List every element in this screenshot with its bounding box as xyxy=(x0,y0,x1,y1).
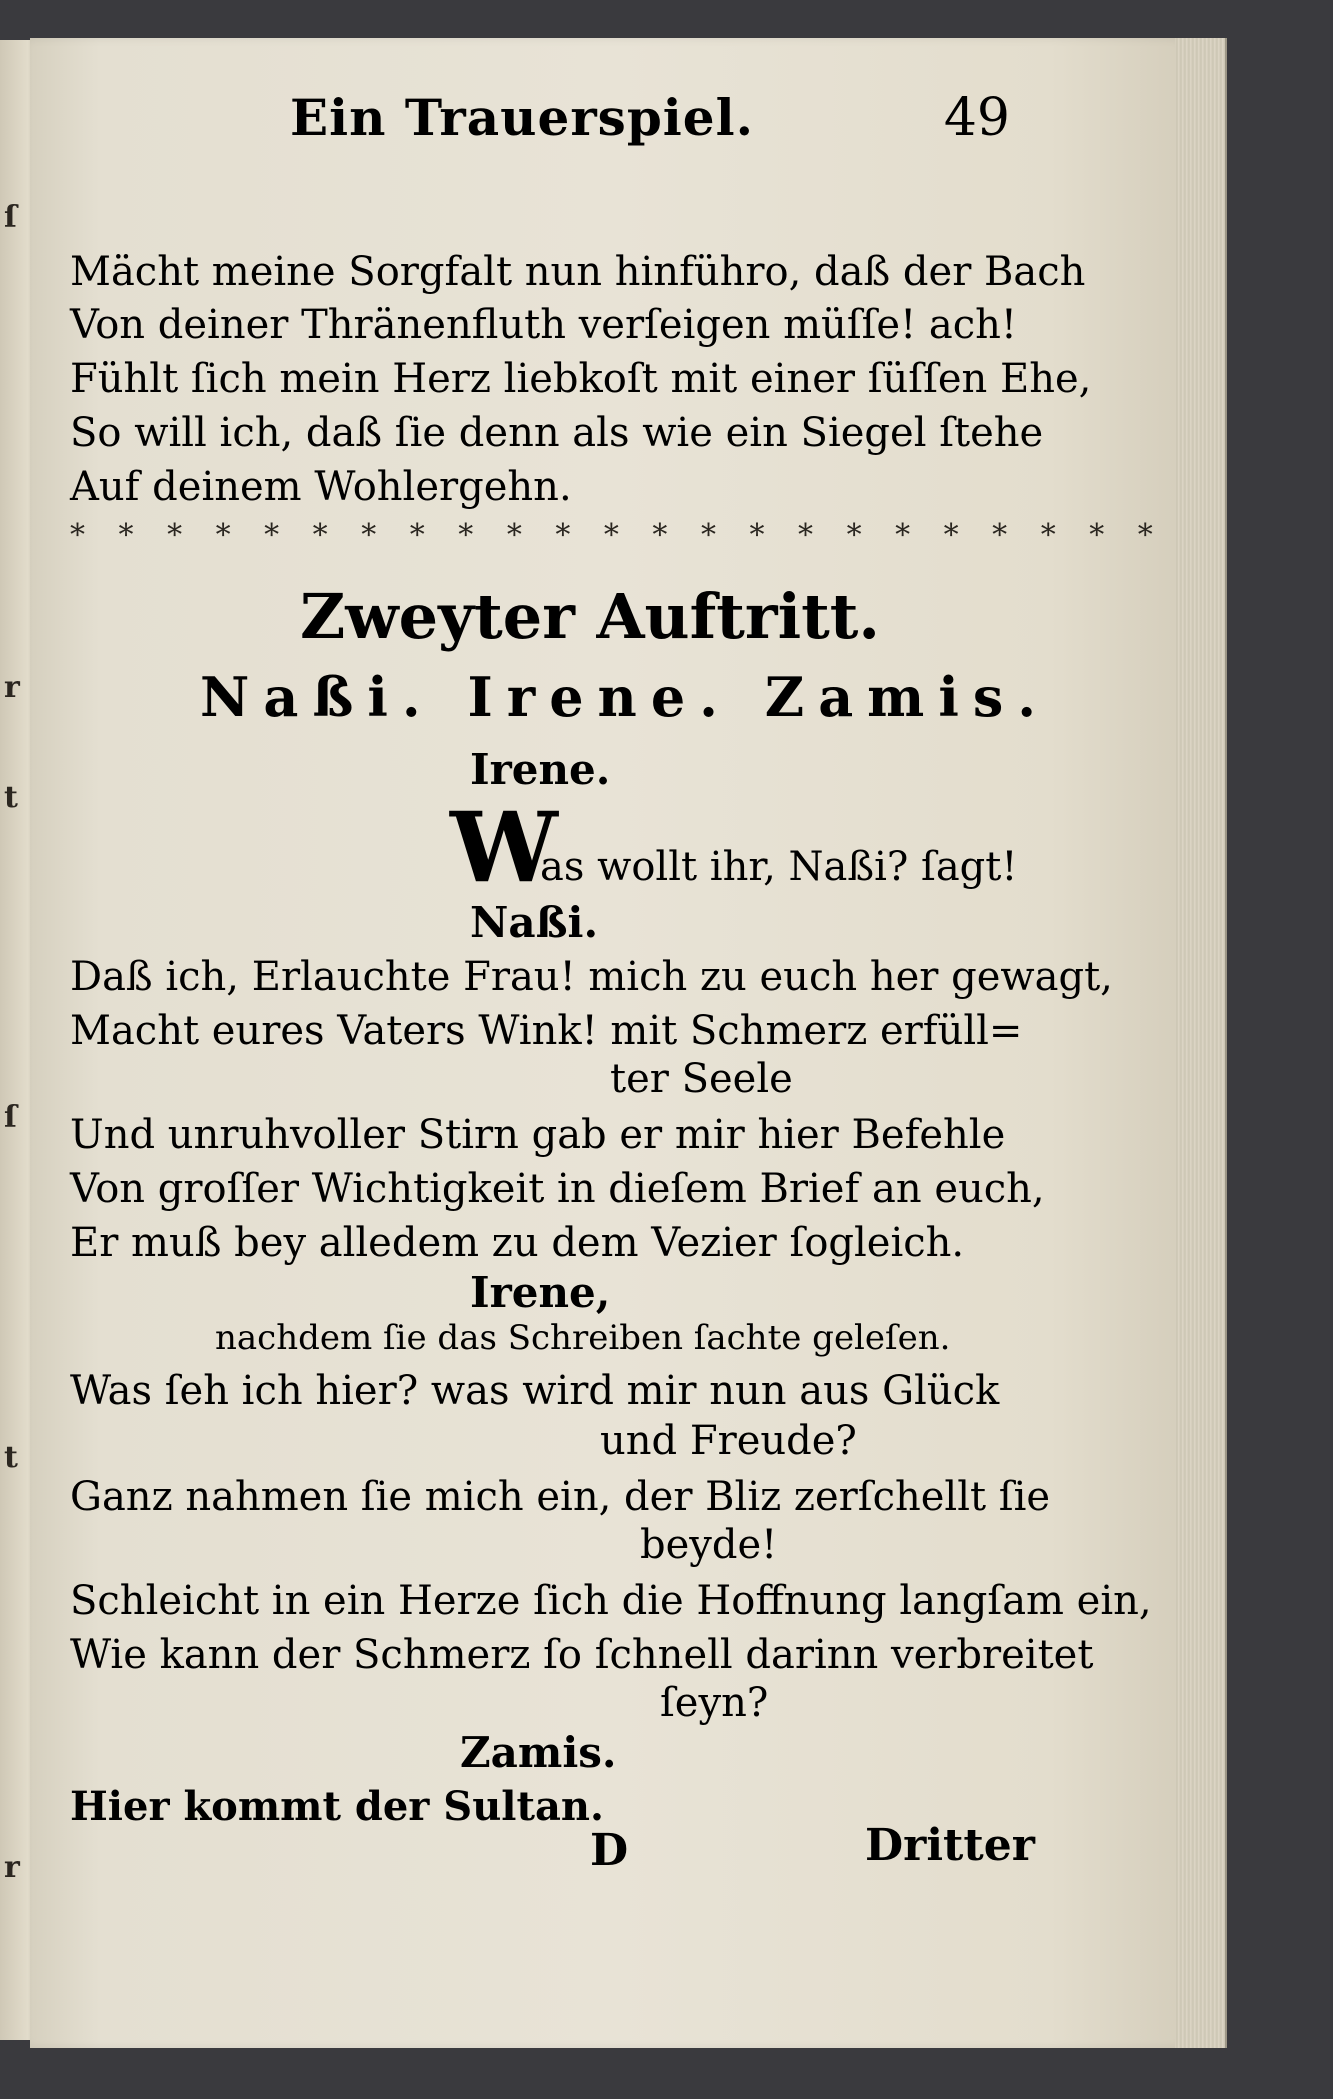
page-edges xyxy=(1175,38,1227,2048)
speaker-name: Naßi. xyxy=(470,898,599,947)
margin-fragment: t xyxy=(4,1440,18,1475)
asterisk-divider: * * * * * * * * * * * * * * * * * * * * * * * xyxy=(70,518,1165,553)
dialogue-line: Daß ich, Erlauchte Frau! mich zu euch her gewagt, xyxy=(70,954,1113,1000)
running-title: Ein Trauerspiel. xyxy=(290,88,754,147)
speaker-name: Irene, xyxy=(470,1268,611,1317)
verse-line: So will ich, daß ſie denn als wie ein Siegel ſtehe xyxy=(70,410,1044,456)
margin-fragment: ſ xyxy=(4,200,17,235)
dialogue-line: Macht eures Vaters Wink! mit Schmerz erfüll= xyxy=(70,1008,1023,1054)
dialogue-line: Wie kann der Schmerz ſo ſchnell darinn verbreitet xyxy=(70,1632,1094,1678)
margin-fragment: t xyxy=(4,780,18,815)
dialogue-line: Hier kommt der Sultan. xyxy=(70,1783,604,1830)
page-number: 49 xyxy=(943,88,1010,148)
dialogue-line: Was ſeh ich hier? was wird mir nun aus Glück xyxy=(70,1368,1000,1414)
margin-fragment: r xyxy=(4,670,20,705)
dialogue-line-continuation: ſeyn? xyxy=(660,1680,769,1726)
drop-cap: W xyxy=(450,791,558,904)
verse-line: Auf deinem Wohlergehn. xyxy=(70,464,572,510)
scene-heading: Zweyter Auftritt. xyxy=(300,580,881,653)
dialogue-line: Ganz nahmen ſie mich ein, der Bliz zerſchellt ſie xyxy=(70,1474,1051,1520)
dialogue-line: as wollt ihr, Naßi? ſagt! xyxy=(540,844,1018,890)
dialogue-line: Und unruhvoller Stirn gab er mir hier Befehle xyxy=(70,1112,1006,1158)
speaker-name: Irene. xyxy=(470,745,611,794)
margin-fragment: ſ xyxy=(4,1100,17,1135)
signature-mark: D xyxy=(590,1825,629,1876)
scene-cast: Naßi. Irene. Zamis. xyxy=(200,665,1051,729)
stage-direction: nachdem ſie das Schreiben ſachte geleſen. xyxy=(215,1318,951,1358)
catchword: Dritter xyxy=(865,1820,1035,1871)
speaker-name: Zamis. xyxy=(460,1728,617,1777)
verse-line: Fühlt ſich mein Herz liebkoſt mit einer ſüſſen Ehe, xyxy=(70,356,1092,402)
dialogue-line: Er muß bey alledem zu dem Vezier ſogleich. xyxy=(70,1220,965,1266)
verse-line: Mächt meine Sorgfalt nun hinführo, daß der Bach xyxy=(70,249,1086,295)
dialogue-line-continuation: beyde! xyxy=(640,1522,778,1568)
dialogue-line-continuation: und Freude? xyxy=(600,1418,857,1464)
dialogue-line: Von groſſer Wichtigkeit in dieſem Brief an euch, xyxy=(70,1166,1045,1212)
dialogue-line-continuation: ter Seele xyxy=(610,1056,793,1102)
verse-line: Von deiner Thränenfluth verſeigen müſſe! ach! xyxy=(70,302,1017,348)
dialogue-line: Schleicht in ein Herze ſich die Hoffnung langſam ein, xyxy=(70,1578,1152,1624)
running-header xyxy=(290,88,1010,158)
margin-fragment: r xyxy=(4,1850,20,1885)
